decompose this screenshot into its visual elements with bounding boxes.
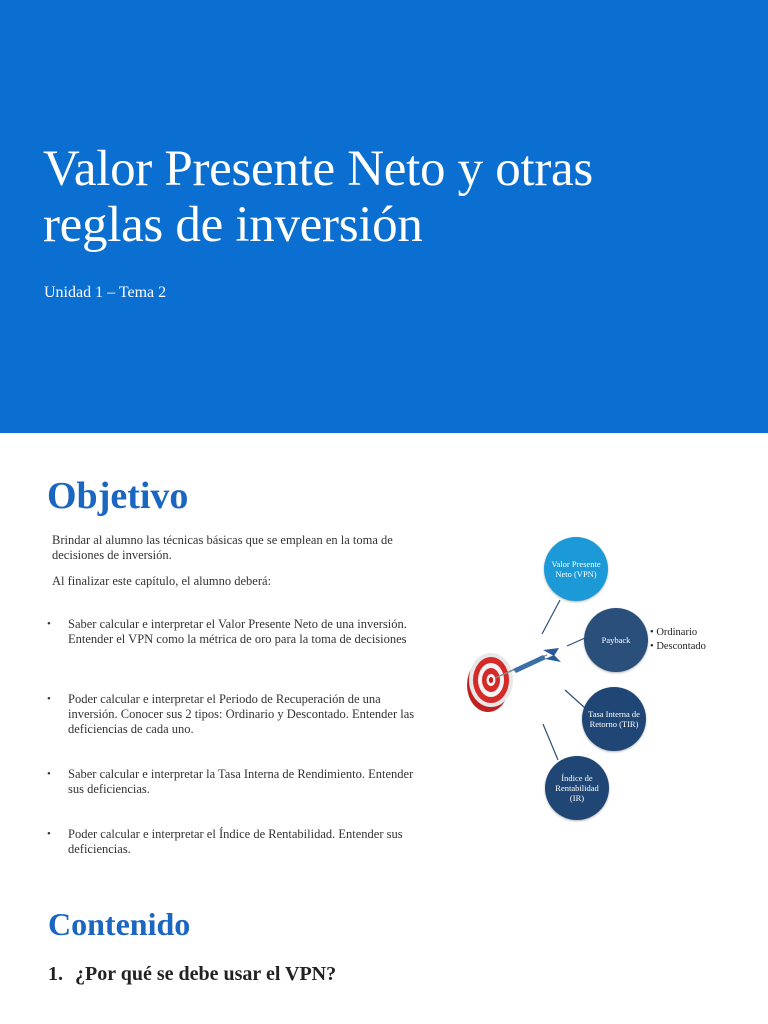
connector-line xyxy=(565,690,585,708)
payback-type-ordinario: Ordinario xyxy=(656,627,698,638)
objetivo-bullet xyxy=(47,827,427,857)
ir-label: Índice de Rentabilidad (IR) xyxy=(555,773,599,803)
objetivo-bullet xyxy=(47,767,427,797)
bullet-text: Saber calcular e interpretar la Tasa Interna de Rendimiento. Entender sus deficiencias. xyxy=(68,767,414,796)
connector-line xyxy=(542,600,560,634)
tir-circle xyxy=(582,687,646,751)
payback-circle xyxy=(584,608,648,672)
objetivo-intro-2: Al finalizar este capítulo, el alumno deberá: xyxy=(52,574,272,588)
objetivo-bullet xyxy=(47,617,427,647)
connector-line xyxy=(567,638,585,646)
tir-label: Tasa Interna de Retorno (TIR) xyxy=(588,709,640,729)
objetivo-heading: Objetivo xyxy=(47,475,189,517)
bullet-dot: • xyxy=(47,618,51,630)
title-line-1: Valor Presente Neto y otras xyxy=(43,141,593,197)
vpn-circle xyxy=(544,537,608,601)
contenido-item-text: ¿Por qué se debe usar el VPN? xyxy=(75,963,337,985)
payback-type-item: • Descontado xyxy=(650,641,706,652)
bullet-text: Poder calcular e interpretar el Índice de Rentabilidad. Entender sus deficiencias. xyxy=(68,827,403,856)
investment-rules-diagram xyxy=(455,530,755,830)
connector-line xyxy=(543,724,558,760)
presentation-title xyxy=(43,141,743,253)
payback-types-list xyxy=(650,626,706,654)
payback-label: Payback xyxy=(601,635,631,645)
contenido-list-item xyxy=(48,963,336,986)
bullet-text: Poder calcular e interpretar el Periodo de Recuperación de una inversión. Conocer sus 2 tipos: Ordinario y Descontado. Entender las deficiencias de cada uno. xyxy=(68,692,415,736)
bullet-dot: • xyxy=(47,828,51,840)
bullet-dot: • xyxy=(47,693,51,705)
objetivo-bullet xyxy=(47,692,427,737)
ir-circle xyxy=(545,756,609,820)
contenido-heading: Contenido xyxy=(48,906,191,942)
presentation-subtitle: Unidad 1 – Tema 2 xyxy=(44,284,167,301)
vpn-label: Valor Presente Neto (VPN) xyxy=(551,559,601,579)
bullet-text: Saber calcular e interpretar el Valor Presente Neto de una inversión. Entender el VPN como la métrica de oro para la toma de decisiones xyxy=(68,617,407,646)
payback-type-item: • Ordinario xyxy=(650,627,698,638)
objetivo-intro: Brindar al alumno las técnicas básicas que se emplean en la toma de decisiones de inversión. xyxy=(52,533,393,562)
title-slide xyxy=(0,0,768,433)
payback-type-descontado: Descontado xyxy=(656,641,706,652)
contenido-item-number: 1. xyxy=(48,963,63,985)
title-line-2: reglas de inversión xyxy=(43,197,423,253)
target-icon xyxy=(467,653,513,712)
bullet-dot: • xyxy=(47,768,51,780)
